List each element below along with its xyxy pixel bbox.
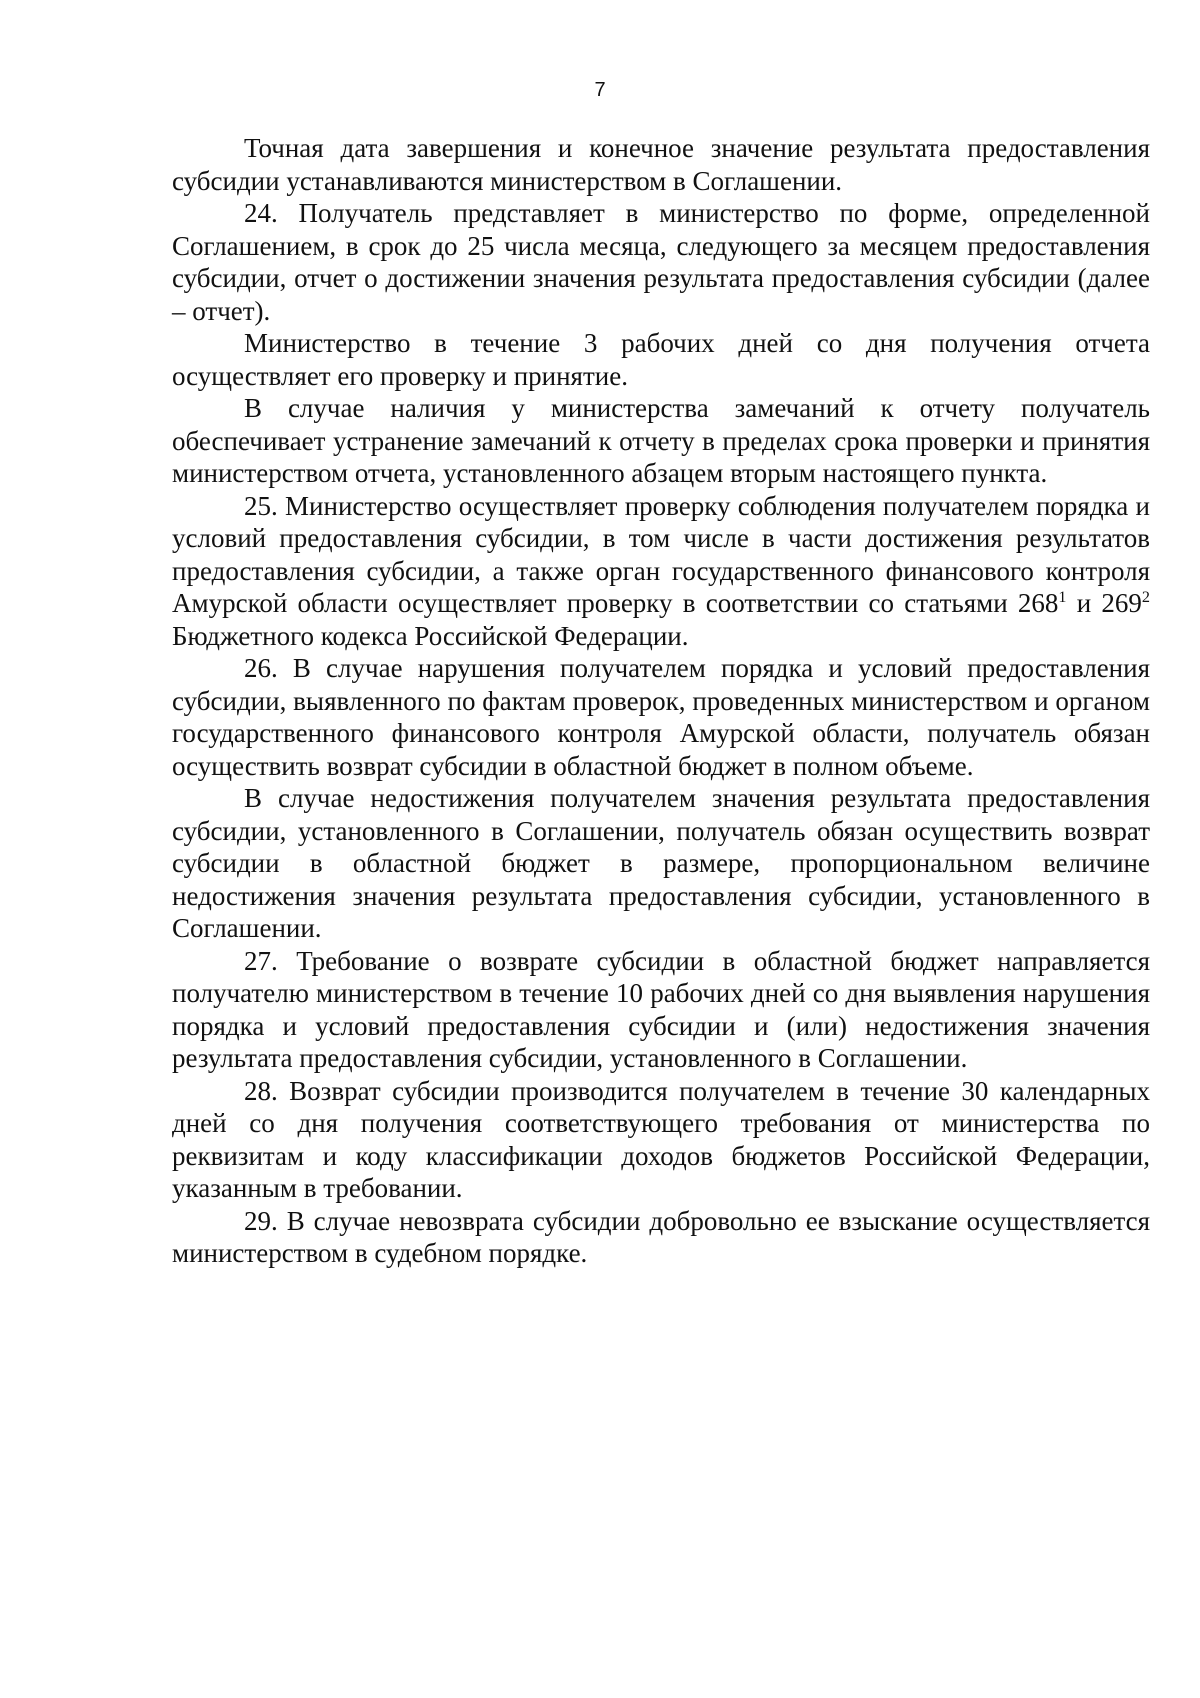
paragraph-report-check: Министерство в течение 3 рабочих дней со дня получения отчета осуществляет его проверку и принятие. — [172, 328, 1150, 391]
paragraph-25-text-a: 25. Министерство осуществляет проверку соблюдения получателем порядка и условий предоставления субсидии, в том числе в части достижения результатов предоставления субсидии, а также орган государственного финансового контроля Амурской области осуществляет проверку в соответствии со статьями 268 — [172, 490, 1150, 618]
paragraph-report-remarks: В случае наличия у министерства замечаний к отчету получатель обеспечивает устранение замечаний к отчету в пределах срока проверки и принятия министерством отчета, установленного абзацем вторым настоящего пункта. — [172, 393, 1150, 488]
superscript-269: 2 — [1141, 588, 1151, 606]
paragraph-25-text-c: Бюджетного кодекса Российской Федерации. — [172, 620, 689, 651]
paragraph-29-enforcement: 29. В случае невозврата субсидии добровольно ее взыскание осуществляется министерством в судебном порядке. — [172, 1205, 1150, 1268]
paragraph-28-refund: 28. Возврат субсидии производится получателем в течение 30 календарных дней со дня получения соответствующего требования от министерства по реквизитам и коду классификации доходов бюджетов Российской Федерации, указанным в требовании. — [172, 1075, 1150, 1203]
paragraph-26-violation: 26. В случае нарушения получателем порядка и условий предоставления субсидии, выявленного по фактам проверок, проведенных министерством и органом государственного финансового контроля Амурской области, получатель обязан осуществить возврат субсидии в областной бюджет в полном объеме. — [172, 653, 1150, 781]
document-body — [172, 132, 1150, 1270]
paragraph-result-date: Точная дата завершения и конечное значение результата предоставления субсидии устанавливаются министерством в Соглашении. — [172, 133, 1150, 196]
paragraph-25-control — [172, 490, 1150, 653]
paragraph-27-demand: 27. Требование о возврате субсидии в областной бюджет направляется получателю министерством в течение 10 рабочих дней со дня выявления нарушения порядка и условий предоставления субсидии и (или) недостижения значения результата предоставления субсидии, установленного в Соглашении. — [172, 945, 1150, 1073]
page-number: 7 — [594, 79, 606, 101]
paragraph-underachievement: В случае недостижения получателем значения результата предоставления субсидии, установленного в Соглашении, получатель обязан осуществить возврат субсидии в областной бюджет в размере, пропорциональном величине недостижения значения результата предоставления субсидии, установленного в Соглашении. — [172, 783, 1150, 943]
superscript-268: 1 — [1058, 588, 1067, 606]
paragraph-24-report: 24. Получатель представляет в министерство по форме, определенной Соглашением, в срок до 25 числа месяца, следующего за месяцем предоставления субсидии, отчет о достижении значения результата предоставления субсидии (далее – отчет). — [172, 198, 1150, 326]
paragraph-25-text-b: и 269 — [1066, 588, 1142, 618]
